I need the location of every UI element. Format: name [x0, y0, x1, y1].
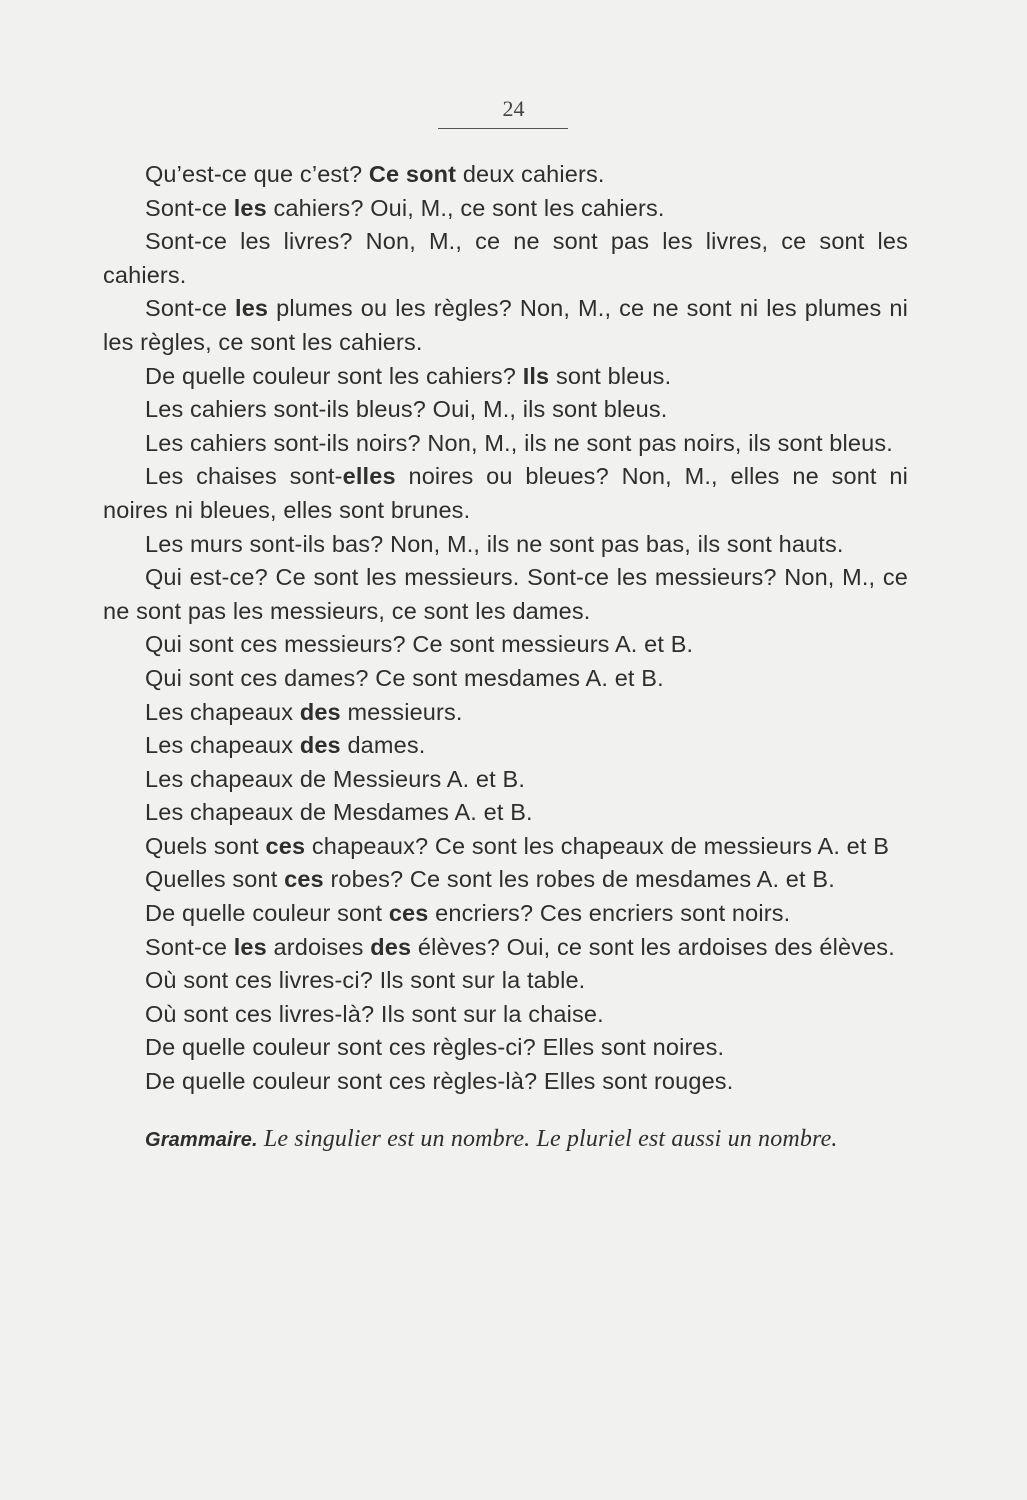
text-segment: De quelle couleur sont — [145, 900, 389, 927]
text-segment: Sont-ce les livres? Non, M., ce ne sont pas les livres, ce sont les cahiers. — [103, 228, 908, 288]
text-paragraph — [103, 528, 908, 562]
text-segment: dames. — [340, 732, 426, 759]
text-paragraph — [103, 225, 908, 292]
text-paragraph — [103, 360, 908, 394]
text-paragraph — [103, 158, 908, 192]
text-segment: De quelle couleur sont les cahiers? — [145, 362, 523, 389]
text-segment: plumes ou les règles? Non, M., ce ne sont ni les plumes ni les règles, ce sont les cahiers. — [103, 295, 908, 355]
text-segment: Les cahiers sont-ils noirs? Non, M., ils ne sont pas noirs, ils sont bleus. — [145, 429, 893, 456]
emphasis-text: des — [299, 732, 341, 759]
text-segment: Les chapeaux de Mesdames A. et B. — [145, 799, 533, 826]
text-segment: Qu’est-ce que c’est? — [145, 161, 369, 187]
emphasis-text: les — [235, 295, 269, 322]
text-paragraph — [103, 662, 908, 696]
text-paragraph — [103, 192, 908, 226]
text-paragraph — [103, 763, 908, 797]
text-segment: ardoises — [266, 933, 371, 960]
text-segment: Sont-ce — [145, 194, 234, 221]
page-number-rule — [438, 128, 568, 129]
text-segment: Les chapeaux — [145, 732, 300, 759]
text-paragraph — [103, 998, 908, 1032]
text-segment: encriers? Ces encriers sont noirs. — [428, 900, 791, 927]
text-segment: Quelles sont — [145, 866, 285, 893]
grammar-note — [103, 1123, 908, 1158]
text-paragraph — [103, 393, 908, 427]
text-segment: Quels sont — [145, 832, 266, 859]
text-segment: De quelle couleur sont ces règles-là? Elles sont rouges. — [145, 1068, 734, 1095]
emphasis-text: des — [299, 698, 341, 725]
text-segment: Les chaises sont- — [145, 463, 343, 490]
text-segment: De quelle couleur sont ces règles-ci? Elles sont noires. — [145, 1034, 725, 1061]
page-number: 24 — [502, 96, 525, 121]
emphasis-text: ces — [265, 832, 306, 859]
text-segment: Qui sont ces messieurs? Ce sont messieurs A. et B. — [145, 631, 694, 658]
text-paragraph — [103, 964, 908, 998]
text-segment: Où sont ces livres-ci? Ils sont sur la table. — [145, 967, 586, 994]
text-segment: Les murs sont-ils bas? Non, M., ils ne sont pas bas, ils sont hauts. — [145, 530, 844, 557]
text-paragraph — [103, 628, 908, 662]
emphasis-text: ces — [388, 900, 429, 927]
text-segment: Qui sont ces dames? Ce sont mesdames A. et B. — [145, 664, 664, 691]
text-segment: Les chapeaux de Messieurs A. et B. — [145, 765, 526, 792]
text-segment: noires ou bleues? Non, M., elles ne sont ni noires ni bleues, elles sont brunes. — [103, 463, 908, 523]
text-segment: sont bleus. — [549, 362, 672, 389]
text-paragraph — [103, 696, 908, 730]
text-segment: messieurs. — [340, 698, 463, 725]
text-paragraph — [103, 897, 908, 931]
text-paragraph — [103, 796, 908, 830]
text-paragraph — [103, 427, 908, 461]
text-segment: Où sont ces livres-là? Ils sont sur la chaise. — [145, 1000, 604, 1027]
emphasis-text: ces — [284, 866, 324, 893]
emphasis-text: Ce sont — [368, 161, 457, 187]
text-paragraph — [103, 863, 908, 897]
text-paragraph — [103, 1031, 908, 1065]
emphasis-text: les — [233, 933, 267, 960]
text-paragraph — [103, 1065, 908, 1099]
emphasis-text: des — [370, 933, 412, 960]
body-text — [103, 158, 908, 1157]
grammar-label: Grammaire. — [145, 1128, 258, 1151]
text-segment: deux cahiers. — [456, 161, 605, 187]
emphasis-text: les — [233, 194, 267, 221]
text-segment: Qui est-ce? Ce sont les messieurs. Sont-ce les messieurs? Non, M., ce ne sont pas les messieurs, ce sont les dames. — [103, 564, 908, 624]
text-paragraph — [103, 830, 908, 864]
text-segment: Les chapeaux — [145, 698, 300, 725]
text-paragraph — [103, 931, 908, 965]
text-segment: élèves? Oui, ce sont les ardoises des élèves. — [411, 933, 895, 960]
text-segment: chapeaux? Ce sont les chapeaux de messieurs A. et B — [305, 832, 890, 859]
text-segment: Sont-ce — [145, 295, 236, 322]
emphasis-text: elles — [342, 463, 396, 490]
grammar-text: Le singulier est un nombre. Le pluriel est aussi un nombre. — [257, 1125, 838, 1152]
emphasis-text: Ils — [522, 362, 550, 389]
text-segment: cahiers? Oui, M., ce sont les cahiers. — [266, 194, 665, 221]
text-paragraph — [103, 561, 908, 628]
text-paragraph — [103, 729, 908, 763]
text-paragraph — [103, 292, 908, 359]
text-segment: robes? Ce sont les robes de mesdames A. et B. — [323, 866, 835, 893]
text-segment: Sont-ce — [145, 933, 234, 960]
text-segment: Les cahiers sont-ils bleus? Oui, M., ils sont bleus. — [145, 396, 668, 423]
text-paragraph — [103, 460, 908, 527]
